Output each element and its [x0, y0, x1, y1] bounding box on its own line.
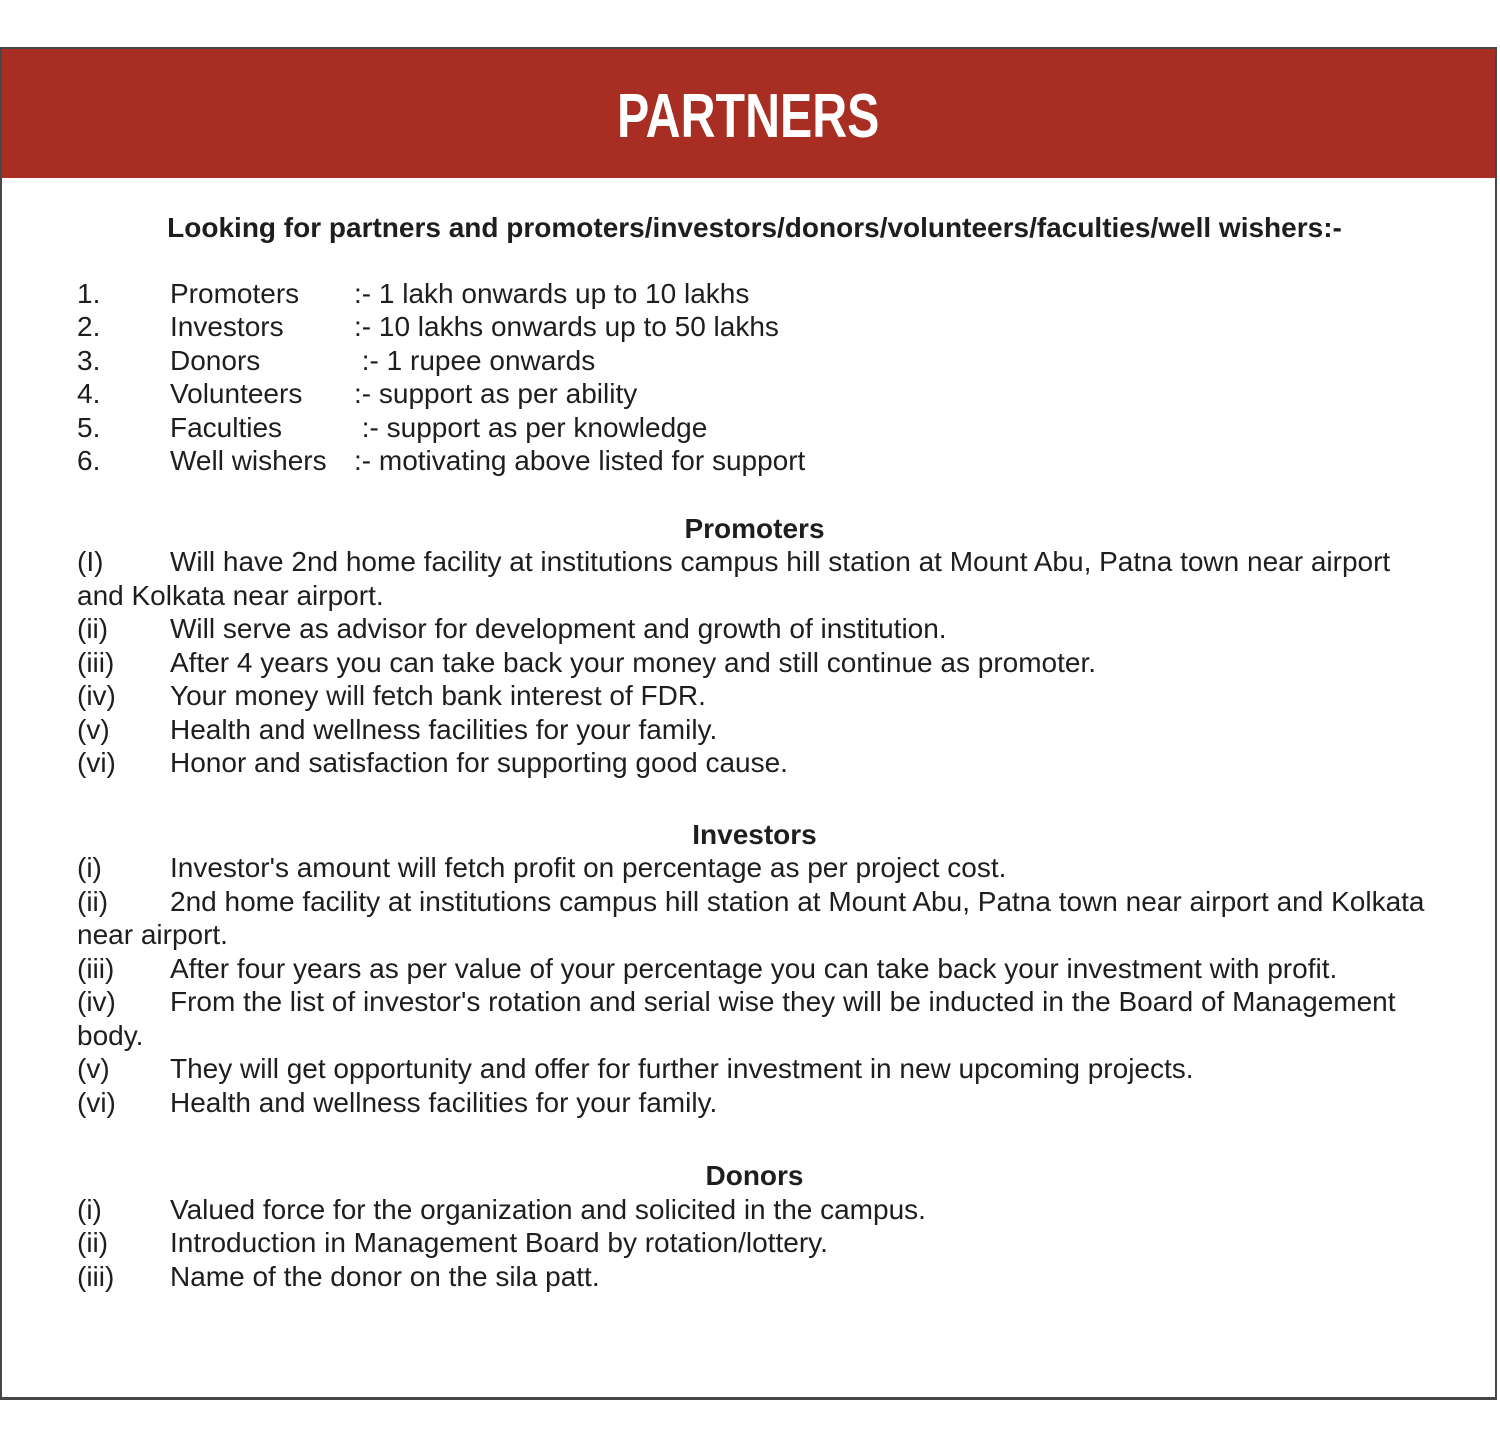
item-label: (I) [77, 546, 104, 577]
partner-type-desc: :- 1 lakh onwards up to 10 lakhs [354, 277, 750, 309]
list-item [77, 679, 1432, 713]
list-item [77, 746, 1432, 780]
item-text: Valued force for the organization and solicited in the campus. [170, 1193, 926, 1225]
item-text: After 4 years you can take back your money and still continue as promoter. [170, 646, 1097, 678]
section-promoters [77, 545, 1432, 780]
partner-type-name: Volunteers [170, 378, 303, 409]
item-label: (v) [77, 1053, 110, 1084]
partner-type-name: Faculties [170, 411, 283, 443]
list-item [77, 1226, 1432, 1260]
list-item [77, 1193, 1432, 1227]
item-text: Health and wellness facilities for your family. [170, 1086, 718, 1118]
list-item [77, 646, 1432, 680]
list-item [77, 1260, 1432, 1294]
partner-type-name: Promoters [170, 277, 300, 309]
item-label: (ii) [77, 613, 109, 644]
partner-type-name: Well wishers [170, 445, 327, 476]
item-text: They will get opportunity and offer for further investment in new upcoming projects. [170, 1053, 1194, 1084]
item-text: Honor and satisfaction for supporting good cause. [170, 747, 788, 778]
item-text: From the list of investor's rotation and serial wise they will be inducted in the Board of Management body. [77, 986, 1396, 1051]
list-number: 6. [77, 445, 101, 476]
item-text: Will have 2nd home facility at institutions campus hill station at Mount Abu, Patna town near airport and Kolkata near airport. [77, 546, 1391, 611]
list-number: 2. [77, 311, 101, 342]
list-number: 1. [77, 277, 101, 309]
item-label: (iv) [77, 680, 116, 711]
item-text: After four years as per value of your percentage you can take back your investment with profit. [170, 952, 1338, 984]
section-heading-investors: Investors [692, 818, 817, 850]
intro-line: Looking for partners and promoters/investors/donors/volunteers/faculties/well wishers:- [167, 212, 1342, 243]
list-item [77, 612, 1432, 646]
list-item [77, 277, 1432, 311]
partner-type-desc: :- 10 lakhs onwards up to 50 lakhs [354, 311, 779, 342]
section-heading-promoters: Promoters [684, 512, 825, 544]
item-label: (i) [77, 852, 102, 883]
item-text: Name of the donor on the sila patt. [170, 1260, 600, 1292]
list-number: 4. [77, 378, 101, 409]
page-title: PARTNERS [617, 81, 880, 151]
list-item [77, 713, 1432, 747]
item-text: Introduction in Management Board by rotation/lottery. [170, 1227, 828, 1258]
list-item [77, 545, 1432, 612]
list-number: 5. [77, 411, 101, 443]
section-investors [77, 851, 1432, 1119]
list-item [77, 1086, 1432, 1120]
partner-type-name: Investors [170, 311, 284, 342]
list-number: 3. [77, 344, 101, 376]
partner-type-name: Donors [170, 344, 261, 376]
list-item [77, 1052, 1432, 1086]
item-label: (vi) [77, 747, 116, 778]
item-label: (vi) [77, 1086, 116, 1118]
item-text: Will serve as advisor for development and growth of institution. [170, 613, 947, 644]
list-item [77, 411, 1432, 445]
partner-type-desc: :- support as per ability [354, 378, 638, 409]
list-item [77, 377, 1432, 411]
item-label: (i) [77, 1193, 102, 1225]
item-text: Health and wellness facilities for your family. [170, 713, 718, 745]
title-banner [2, 49, 1495, 178]
list-item [77, 851, 1432, 885]
document-sheet [0, 47, 1497, 1400]
section-heading-donors: Donors [705, 1160, 804, 1191]
item-text: Investor's amount will fetch profit on percentage as per project cost. [170, 852, 1007, 883]
partner-type-desc: :- motivating above listed for support [354, 445, 806, 476]
document-content [2, 211, 1495, 1293]
item-label: (ii) [77, 885, 109, 917]
list-item [77, 952, 1432, 986]
list-item [77, 985, 1432, 1052]
item-label: (iii) [77, 646, 115, 678]
list-item [77, 344, 1432, 378]
partner-type-desc: :- support as per knowledge [354, 411, 708, 443]
list-item [77, 444, 1432, 478]
item-label: (iii) [77, 1260, 115, 1292]
partner-type-list [77, 277, 1432, 478]
partner-type-desc: :- 1 rupee onwards [354, 344, 596, 376]
list-item [77, 310, 1432, 344]
item-text: 2nd home facility at institutions campus hill station at Mount Abu, Patna town near airport and Kolkata near airport. [77, 885, 1425, 950]
item-label: (iv) [77, 986, 116, 1017]
item-label: (iii) [77, 952, 115, 984]
section-donors [77, 1193, 1432, 1294]
item-text: Your money will fetch bank interest of FDR. [170, 680, 706, 711]
item-label: (ii) [77, 1227, 109, 1258]
item-label: (v) [77, 713, 110, 745]
list-item [77, 885, 1432, 952]
